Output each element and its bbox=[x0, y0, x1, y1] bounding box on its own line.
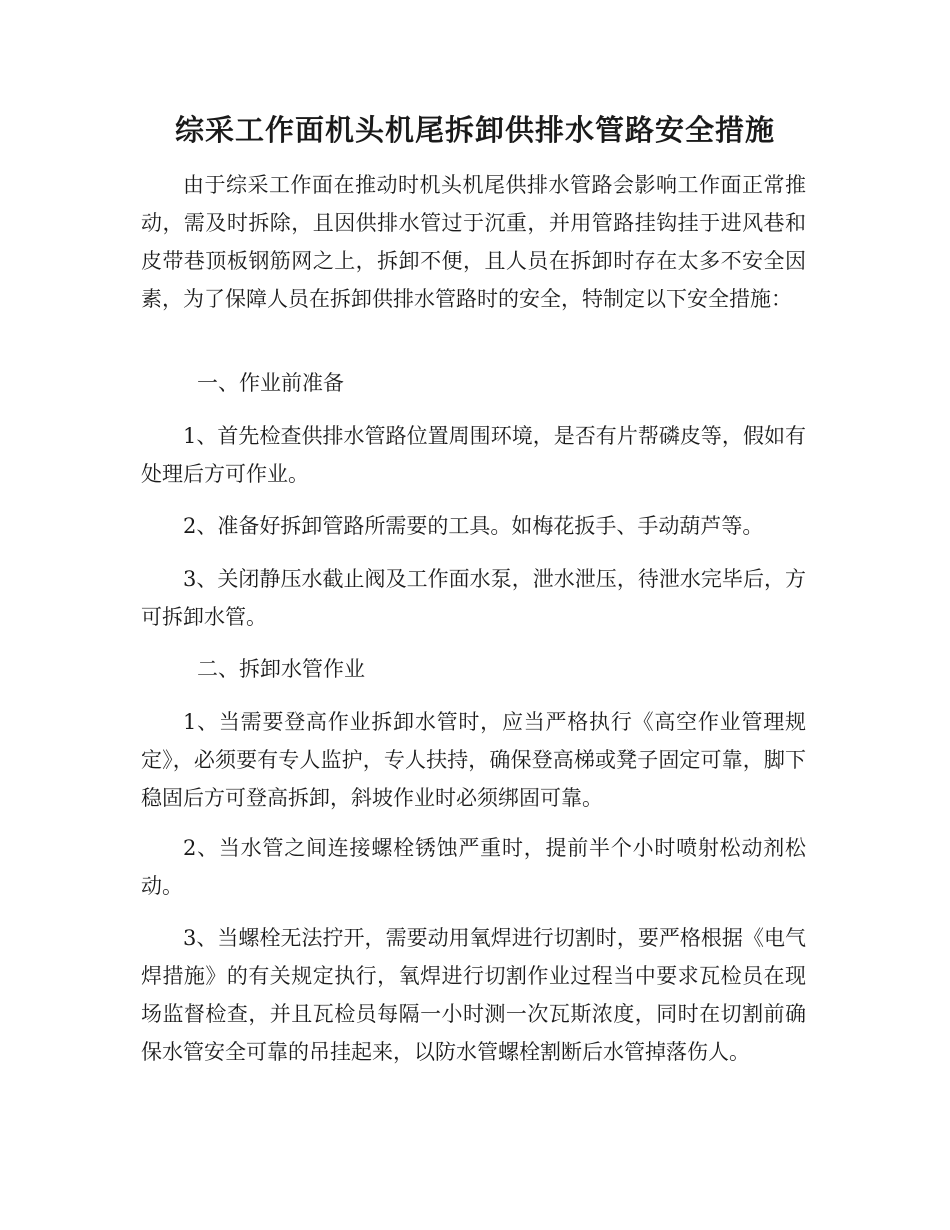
preparation-item-2: 2、准备好拆卸管路所需要的工具。如梅花扳手、手动葫芦等。 bbox=[183, 514, 764, 538]
section-heading-preparation: 一、作业前准备 bbox=[197, 371, 344, 395]
removal-item-2: 2、当水管之间连接螺栓锈蚀严重时，提前半个小时喷射松动剂松动。 bbox=[141, 836, 806, 898]
document-title: 综采工作面机头机尾拆卸供排水管路安全措施 bbox=[174, 113, 775, 147]
preparation-item-3: 3、关闭静压水截止阀及工作面水泵，泄水泄压，待泄水完毕后，方可拆卸水管。 bbox=[141, 567, 806, 629]
intro-paragraph: 由于综采工作面在推动时机头机尾供排水管路会影响工作面正常推动，需及时拆除，且因供排水管过于沉重，并用管路挂钩挂于进风巷和皮带巷顶板钢筋网之上，拆卸不便，且人员在拆卸时存在太多不安全因素，为了保障人员在拆卸供排水管路时的安全，特制定以下安全措施： bbox=[141, 173, 806, 311]
removal-item-1: 1、当需要登高作业拆卸水管时，应当严格执行《高空作业管理规定》，必须要有专人监护，专人扶持，确保登高梯或凳子固定可靠，脚下稳固后方可登高拆卸，斜坡作业时必须绑固可靠。 bbox=[141, 710, 806, 810]
section-heading-removal: 二、拆卸水管作业 bbox=[197, 657, 365, 681]
removal-item-3: 3、当螺栓无法拧开，需要动用氧焊进行切割时，要严格根据《电气焊措施》的有关规定执行，氧焊进行切割作业过程当中要求瓦检员在现场监督检查，并且瓦检员每隔一小时测一次瓦斯浓度，同时在切割前确保水管安全可靠的吊挂起来，以防水管螺栓割断后水管掉落伤人。 bbox=[141, 926, 806, 1064]
preparation-item-1: 1、首先检查供排水管路位置周围环境，是否有片帮磷皮等，假如有处理后方可作业。 bbox=[141, 424, 806, 486]
